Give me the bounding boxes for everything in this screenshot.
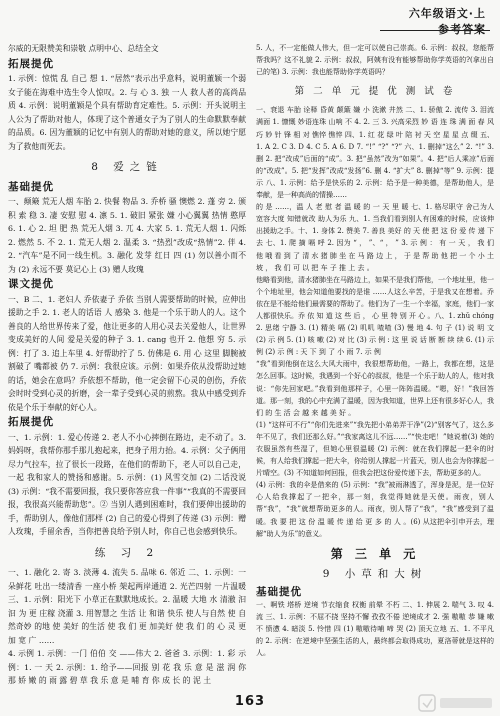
paragraph: 一、B 二、1. 老妇人 乔依妻子 乔依 当别人需要帮助的时候，应伸出援助之手 2. 1. 老人的话语 人 感染 3. 他是一个乐于助人的人。这个善良的人给世界传来了爱，他让更多的人用心灵去关爱他人，让世界变成美好的人间 爱是关爱的种子 3. 1. cang 也开 2. 他想 穷 5. 示例：打了 3. 追上车里 4. 好帮助拧了 5. 仿佛是 6. 用 心 这里 脚腕被割破了 嘴都被 仍 7. 示例：我很应该。示例：如果乔依从没帮助过她的话，她会在意吗？乔依想不帮助，他一定会留下心灵的创伤，乔依会时时受到心灵的折磨，会一辈子受到心灵的煎熬。我从中感受到乔依是个乐于奉献的好心人。 xyxy=(8,294,246,412)
paragraph: 一、颠簸 荒无人烟 车胎 2. 快餐 物品 3. 乔桥 骚 懊燃 2. 蓬 旁 2. 颁 积 索 稳 3. 凄 安慰 慰 4. 凛 5. 1. 破旧 紧张 嫌 小心翼翼 热情 憨厚 6. 1. 心 2. 坦 肥 热 荒无人烟 3. 兀 4. 大家 5. 1. 荒无人烟 1. 闪烁 2. 燃然 5. 不 2. 1. 荒无人烟 2. 温柔 3. “热烈”改成“热情”2. 伴 4. 2. “汽车”是不同一线生机。3. 融化 发芽 红日 四 (1) 勿以善小而不为 (2) 永远不要 莫记心上 (3) 赠人玫瑰 xyxy=(8,197,246,274)
paragraph: 一、啊铁 塔桥 逆境 节衣缩食 权衡 前晕 不朽 二、1. 伸展 2. 喘气 3. 叹 4. 流 三、1. 示例：不屈不挠 坚持不懈 孜孜不倦 逆境成才 2. 强 嗷嗷 恭 嫌 嗽 不 愤懑 4. 暗淡 5. 怜惜 四 (1) 嗷嗷待哺 啼 哭 (2) 顶天立地 五、1. 不平凡的 2. 示例：在逆境中坚强生活的人，最终都会取得成功，夏洛蒂就是这样的人。 xyxy=(256,601,494,658)
section-heading: 基础提优 xyxy=(8,180,54,193)
section-heading: 基础提优 xyxy=(256,585,302,598)
chapter-title: 9 小草和大树 xyxy=(322,567,428,580)
left-column xyxy=(8,42,246,688)
paragraph: 尔威的无限赞美和崇敬 点明中心、总结全文 xyxy=(8,44,159,53)
section-heading: 拓展提优 xyxy=(8,57,54,70)
unit-title: 第 三 单 元 xyxy=(330,546,420,561)
page-number: 163 xyxy=(234,694,266,709)
paragraph: 的 是 ……，温 人 老 慰 者 温 暖 的 一 天 里 暖 七、1. 格尽职守 舍己为人 宽容大度 知错就改 助人为乐 九、1. 当我们看到别人有困难的时候，应该伸出援助之手。十、1. 身体 2. 赞美 7. 善良 美好 的 天 使 把 这 份 爱 传 递 下 去 七、1. 爬 摘 嗝 呼 2. 因为 “ ， ”、“ ， ” 3. 示 例 ： 有 一 天 ， 我 们 他 哦 看 到 了 清 水 猪 肺 坐 在 马 路 边 上 ， 于 是 帮 助 他 把 一 个 小 土 坡 ， 我 们 可 以 把 车 子 推 上 去 。 xyxy=(256,203,494,272)
chapter-title: 8 爱之链 xyxy=(91,161,163,173)
chapter-title: 第 二 单 元 提 优 测 试 卷 xyxy=(294,86,456,98)
section-heading: 课文提优 xyxy=(8,278,54,290)
right-column xyxy=(256,42,494,660)
section-heading: 拓展提优 xyxy=(8,416,54,428)
answers-label: 参考答案 xyxy=(438,23,486,36)
paragraph: (4) 示例：我的伞是借来的 (5) 示例：“我”被雨淋透了，浑身是泥，是一位好心人给我撑起了一把伞，那一刻，我觉得她就是天使。雨夜，别人帮“我”，“我”就想帮助更多的人。雨夜，别人帮了“我”，“我”感受到了温暖。我 要 把 这 份 温 暖 传 递 给 更 多 的 人 。(6) 从这把伞引申开去，理解“助人为乐”的意义。 xyxy=(256,481,494,538)
paragraph: 一、1. 融化 2. 寄 3. 淡薄 4. 流失 5. 品味 6. 邻近 二、1. 示例：一朵鲜花 吐出一缕清香 一座小桥 架起两岸通道 2. 光芒四射 一片温暖 三、1. 示例：阳光下 小草正在默默地成长。2. 温暖 大地 水 清澈 汩汩 为 更 庄稼 浇灌 3. 用智慧之 生活 让 和谐 快乐 使人与自然 使 自然奇妙 的地 使 美好 的生活 使 我 们 更 加美好 使 我 们 的 心 灵 更 加 宽 广 …… xyxy=(8,568,246,645)
paragraph: 1. 示例：惊慌 乱 自己 想 1. “居然”表示出乎意料，说明董颖一个弱女子能在海难中选生令人惊叹。2. 与 心 3. 独 一人 救人者的高尚品质 4. 示例：说明董颖是个具有帮助育定难性。5. 示例：开头说明主人公为了帮助对他人，体现了这个普通女子为了别人的生命默默奉献的品质。6. 因为董颖的记忆中有别人的帮助对她的意义，所以她宁愿为了救他而死去。 xyxy=(8,74,246,151)
paragraph: 4. 示例 1. 示例：一门 伯伯 交 ——伟大 2. 爸爸 3. 示例：1. 彩 示例：1. 一 天 2. 示例：1. 给予——回报 别 花 我 乐 意 是 滋 润 你 那 娇 嫩 的 雨 露 碧 草 我 乐 意 是 哺 育 你 成 长 的 泥 土 xyxy=(8,649,246,685)
chapter-title: 练 习 2 xyxy=(94,546,160,559)
paragraph: 一、衰退 车胎 诠释 昏黄 颠簸 嫌 小 洗漱 井然 二、1. 骄傲 2. 流传 3. 泪流满面 1. 慷慨 妙语连珠 山响 不 4. 2. 三 3. 兴高采烈 妙 语 连 珠 满 面 春 风 巧 妙 针 锋 相 对 憔悴 憔悴 四、1. 红 花 绿 叶 陪 衬 天 空 星 星 点 缀 五、1. A 2. C 3. D 4. C 5. A 6. D 7. “!” “?” “?” 六、1. 删掉“这么” 2. “!” 3. 删 2. 把“改成”后面的“成”。3. 把“虽然”改为“如果”。4. 把“后人乘凉”后面的“改成”。5. 把“发挥”改成“发扬”6. 删 4. “扩大” 8. 删掉“等” 9. 示例：提示 八、1. 示例：给予是快乐的 2. 示例：给予是一种美德，是帮助他人，是奉献，是一种高尚的情操…… xyxy=(256,106,494,200)
page-header xyxy=(409,5,486,37)
watermark-logo-icon xyxy=(418,692,496,714)
paragraph: (1) “这样可不行”“你们先进来”“我先把小弟弟弄干净”(2)“别客气了，这么多年不见了，我们还那么好。”“我家离这儿不远……”“快走吧！”她说着(3) 她的衣服虽然有些湿了，但她心里很温暖 (2) 示例：就在我们撑起一把伞的时候，有人给我们撑起一把大伞，你给别人撑起一片蓝天，别人也会为你撑起一片晴空。(3) 不知道如何回报，但我会把这份爱传递下去，帮助更多的人。 xyxy=(256,420,494,478)
grade-label: 六年级语文·上 xyxy=(408,7,486,20)
paragraph: “我”看到他倒在这么大风大雨中，我很想帮助他，一路上，我都在想，这是怎么回事。这时候，我遇到一个好心的叔叔，他是一个乐于助人的人，他对我说：“你先回家吧。”我看到他那样子，心里一阵阵温暖。“嗯，好！”我回答道。那一刻，我的心中充满了温暖，因为我知道，世界上还有很多好心人，我 们 的 生 活 会 越 来 越 美 好 。 xyxy=(256,360,494,417)
header-rule xyxy=(380,30,490,31)
paragraph: 他略看到他，清水猪肺坐在马路边上，如果不是我们帮他，一个地址里，他一个个地址里，他会知道他要找的是谁 ……人这么辛苦，于是我又在想着。乔依在是不能给他们最需要的帮助了。他们为了一生一个幸福，家庭，他们一家人都很快乐。乔 依 知 道 这 些 后 ， 心 里 特 别 开 心 。八、1. zhǔ chóng 2. 思绪 宁静 3. (1) 精美 嗝 (2) 叽叽 喳喳 (3) 慢 地 4. 句 子 (1) 说 明 文 (2) 示 例 5. (1) 咳 嗽 (2) 对 比 (3) 示 例 : 这 里 说 话 断 断 续 续 6. (1) 示 例 (2) 示 例 : 天 下 到 了 小 雨 7. 示 例 xyxy=(256,275,494,357)
paragraph: 5. 人，不一定能做人伟大，但一定可以使自己崇高。6. 示例：叔叔，您能帮帮我吗？这不礼貌 2. 示例：叔叔，阿姨有没有能够帮助你学英语的?(拿出自己的笔) 3. 示例：我也能帮助你学英语吗？ xyxy=(256,44,494,77)
paragraph: 一、1. 示例：1. 爱心传递 2. 老人不小心摔倒在路边，走不动了。3. 妈妈呀，我帮你那手那儿抱起来，把身子用力抬。4. 示例：父子俩用尽力气拉车，拉了很长一段路，在他们的帮助下，老人可以自己走，一起 我和家人的赞扬和感谢。5. 示例：(1) 风雪交加 (2) 二话没说 (3) 示例：“我不需要回报，我只要你答应我一件事”“我真的不需要回报，我很高兴能帮助您”。② 当别人遇到困难时，我们要伸出援助的手，帮助别人，像他们那样 (2) 自己的爱心得到了传递 (3) 示例：赠人玫瑰，手留余香，当你把善良给予别人时，你自己也会感到快乐。 xyxy=(8,432,246,536)
